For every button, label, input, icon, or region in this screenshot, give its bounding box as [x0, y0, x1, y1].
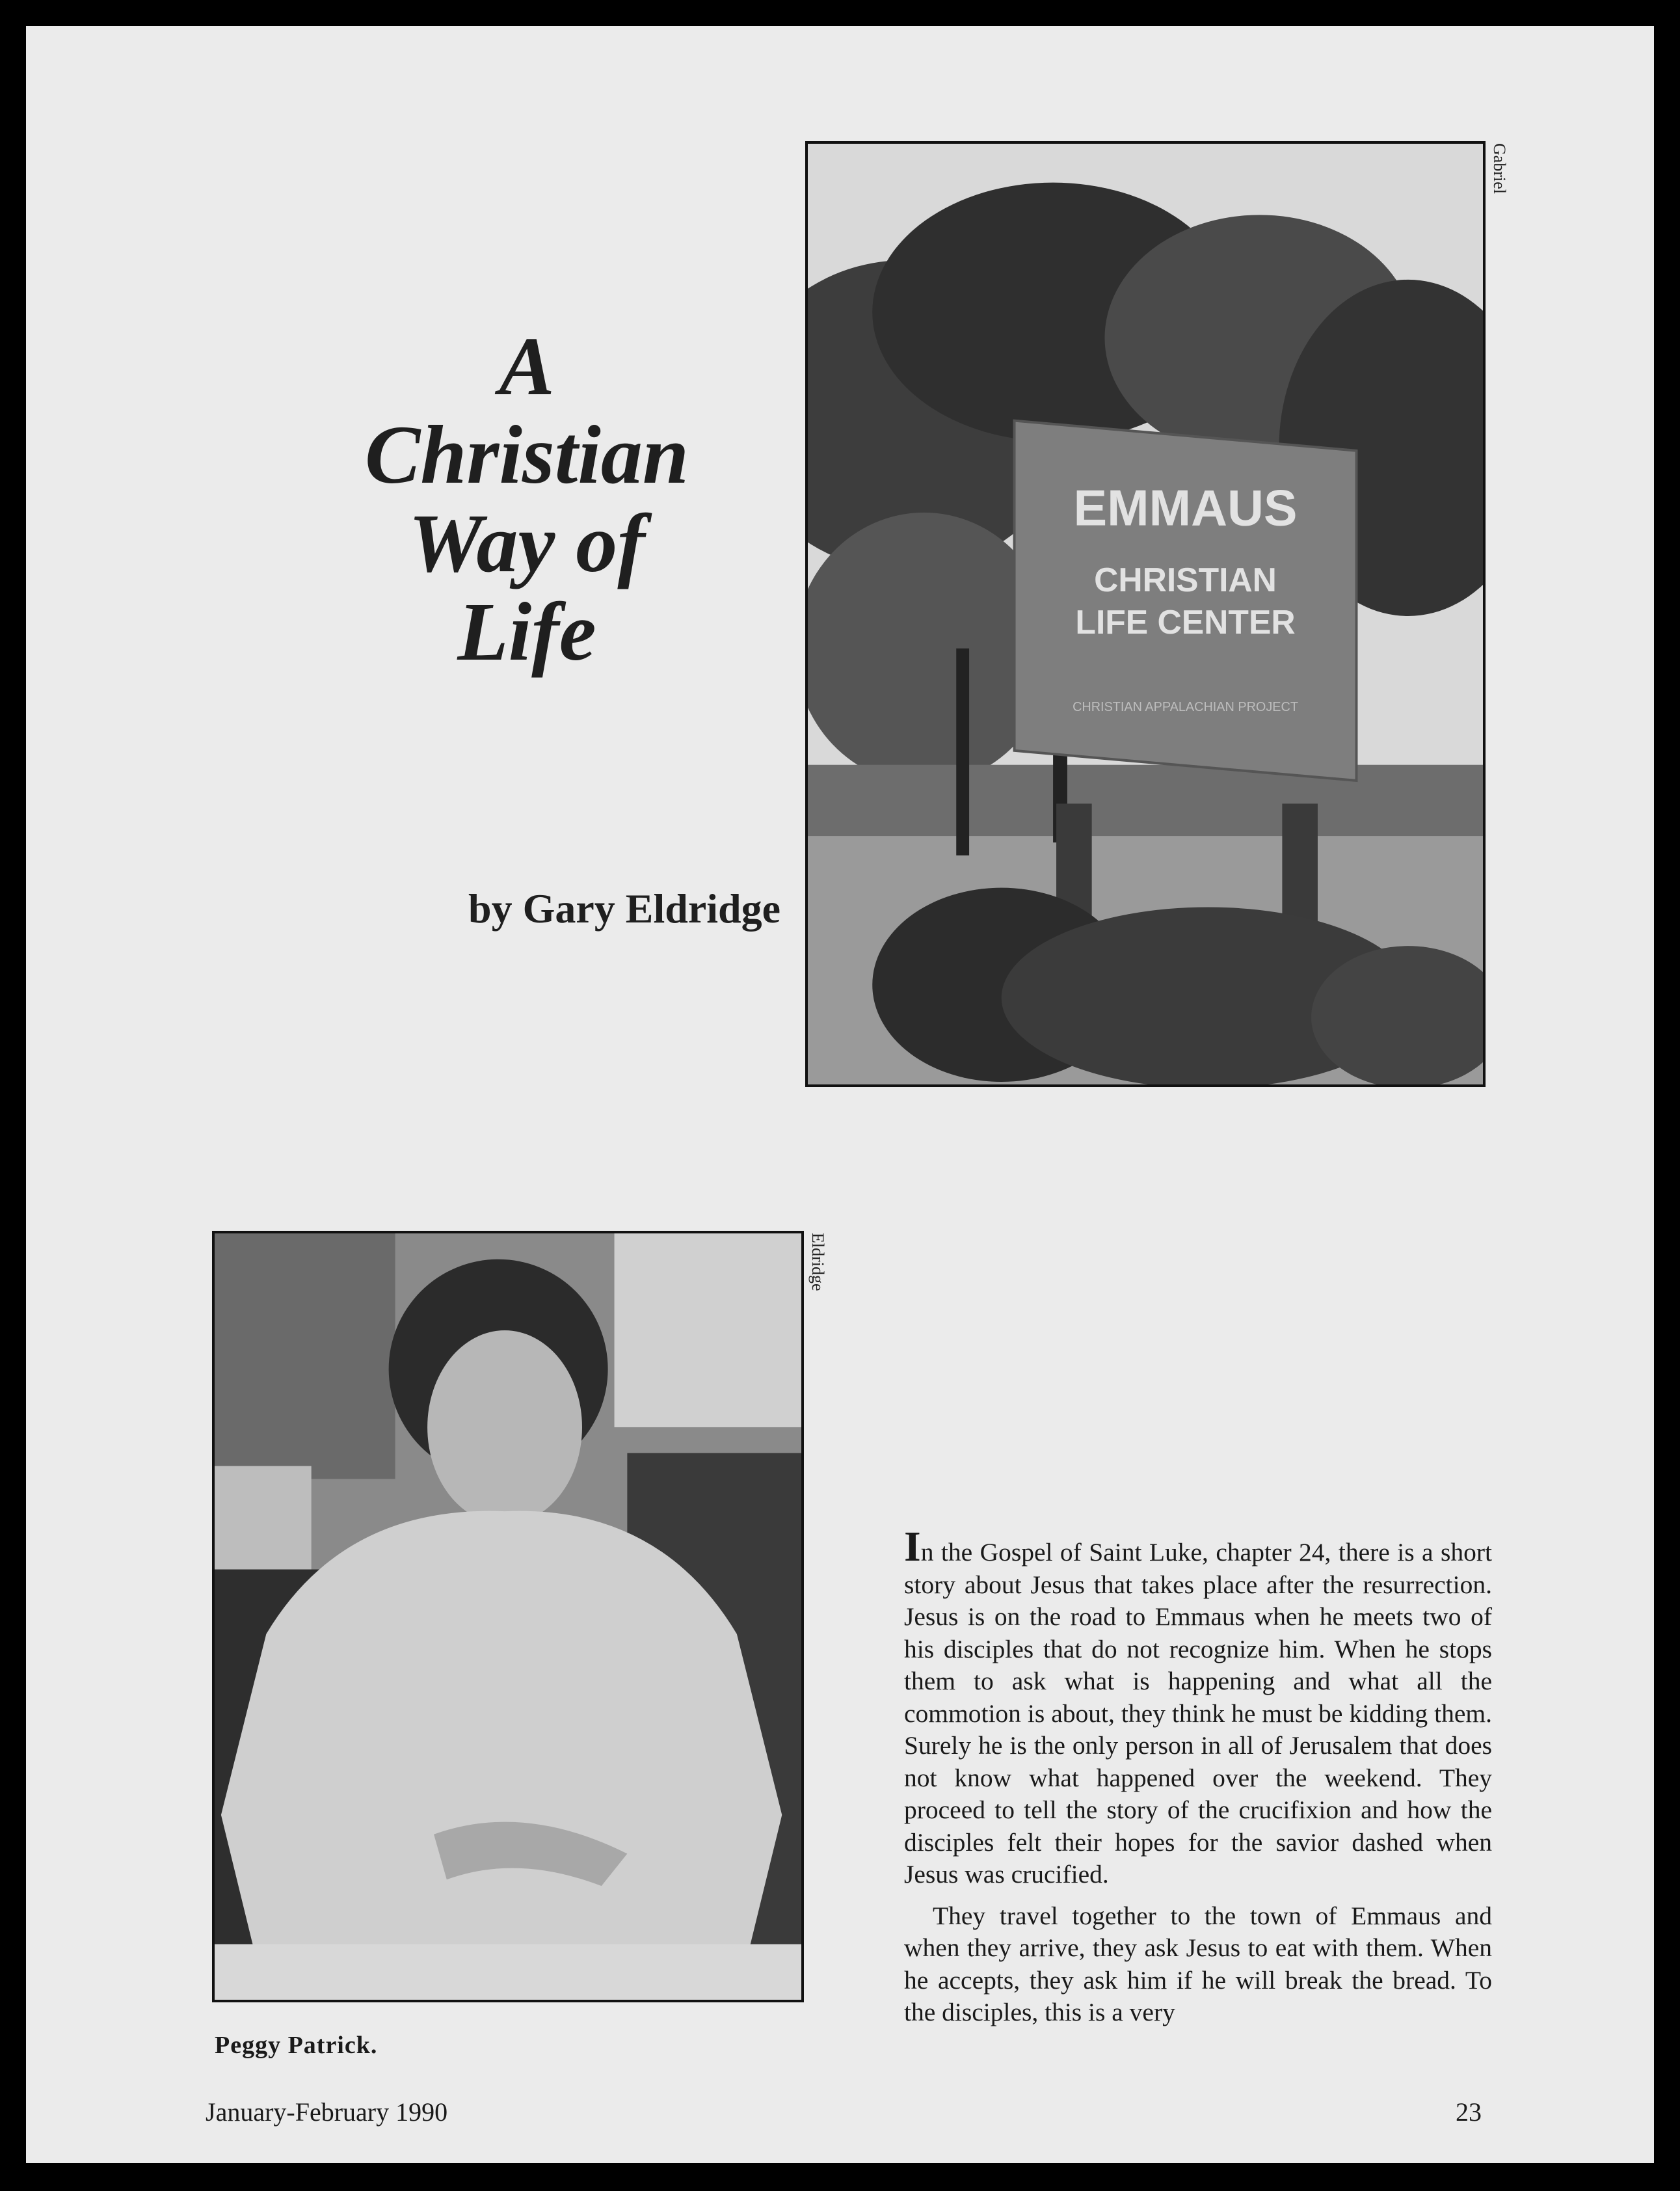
title-line-1: A — [499, 320, 555, 412]
emmaus-sign-photo — [805, 141, 1486, 1087]
body-paragraph-1 — [904, 1523, 1492, 1891]
paragraph-1-text: n the Gospel of Saint Luke, chapter 24, there is a short story about Jesus that takes place after the resurrection. Jesus is on the road to Emmaus when he meets two of his disciples that do not recognize him. When he stops them to ask what is happening and what all the commotion is about, they think he must be kidding them. Surely he is the only person in all of Jerusalem that does not know what happened over the weekend. They proceed to tell the story of the crucifixion and how the disciples felt their hopes for the savior dashed when Jesus was crucified. — [904, 1538, 1492, 1889]
title-line-3: Way of — [408, 497, 645, 589]
portrait-caption: Peggy Patrick. — [215, 2032, 378, 2059]
sign-line-1: EMMAUS — [1073, 480, 1298, 537]
title-line-4: Life — [457, 585, 596, 678]
magazine-page — [26, 26, 1654, 2163]
sign-line-3: LIFE CENTER — [1075, 602, 1296, 641]
footer-page-number: 23 — [1456, 2097, 1482, 2127]
sign-photo-credit: Gabriel — [1490, 143, 1509, 194]
byline: by Gary Eldridge — [468, 885, 780, 932]
portrait-photo-credit: Eldridge — [808, 1233, 827, 1291]
sign-line-4: CHRISTIAN APPALACHIAN PROJECT — [1073, 700, 1298, 715]
drop-cap: I — [904, 1523, 921, 1570]
article-body — [904, 1523, 1492, 2038]
article-title — [267, 322, 787, 676]
peggy-patrick-portrait — [212, 1231, 804, 2002]
sign-line-2: CHRISTIAN — [1094, 561, 1277, 599]
body-paragraph-2: They travel together to the town of Emmaus and when they arrive, they ask Jesus to eat with them. When he accepts, they ask him if he will break the bread. To the disciples, this is a very — [904, 1901, 1492, 2026]
footer-issue-date: January-February 1990 — [206, 2097, 448, 2127]
title-line-2: Christian — [364, 409, 689, 501]
